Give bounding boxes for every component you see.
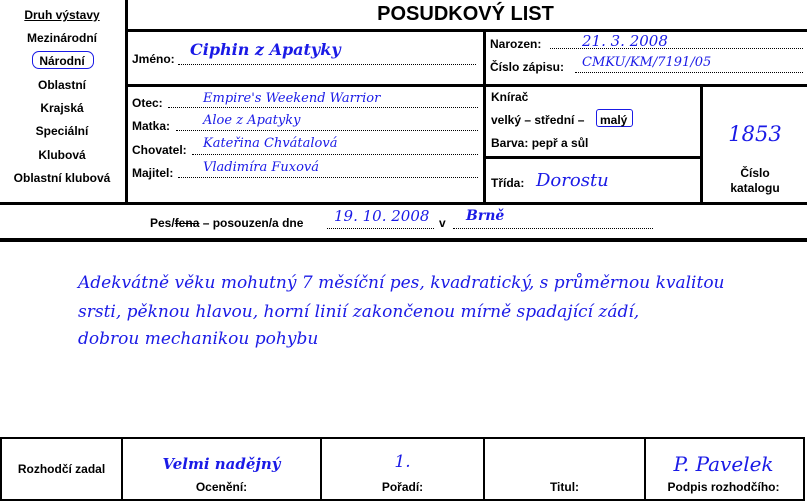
rank-label: Pořadí:: [381, 480, 424, 494]
show-type-county[interactable]: Krajská: [40, 101, 84, 115]
owner-label: Majitel:: [132, 166, 174, 180]
show-type-regional[interactable]: Oblastní: [37, 78, 86, 92]
class-value: Dorostu: [536, 170, 609, 191]
upper-section-bottom-line: [0, 202, 807, 205]
breeder-name: Kateřina Chvátalová: [203, 136, 338, 151]
judged-date: 19. 10. 2008: [334, 207, 430, 225]
catalog-number: 1853: [728, 122, 782, 146]
place-label: v: [439, 216, 446, 230]
judge-signature: P. Pavelek: [673, 452, 774, 476]
date-dotline: [327, 228, 434, 229]
rating-value: Velmi nadějný: [162, 455, 281, 473]
title-bottom-line: [125, 29, 807, 32]
size-selected: malý: [600, 113, 628, 127]
sex-fena: fena: [174, 216, 200, 230]
judgement-line-1: Adekvátně věku mohutný 7 měsíční pes, kvadratický, s průměrnou kvalitou: [78, 273, 725, 293]
reg-number: CMKU/KM/7191/05: [582, 55, 712, 70]
breeder-dotline: [192, 154, 478, 155]
judged-place: Brně: [466, 208, 505, 224]
judged-text: – posouzen/a dne: [202, 216, 304, 230]
mother-name: Aloe z Apatyky: [203, 113, 301, 128]
show-type-international[interactable]: Mezinárodní: [26, 31, 97, 45]
class-label: Třída:: [491, 176, 525, 190]
show-type-national[interactable]: Národní: [39, 54, 85, 68]
father-name: Empire's Weekend Warrior: [203, 91, 381, 106]
breeder-label: Chovatel:: [132, 143, 187, 157]
rank-value: 1.: [394, 452, 411, 472]
color-label: Barva: pepř a sůl: [491, 136, 589, 150]
father-dotline: [168, 107, 478, 108]
owner-dotline: [178, 177, 478, 178]
mother-label: Matka:: [132, 119, 171, 133]
judged-bottom-line: [0, 238, 807, 242]
size-options: velký – střední –: [491, 113, 585, 127]
judge-label: Rozhodčí zadal: [17, 462, 106, 476]
signature-label: Podpis rozhodčího:: [667, 480, 780, 494]
reg-dotline: [575, 72, 803, 73]
place-dotline: [453, 228, 653, 229]
judgement-line-3: dobrou mechanikou pohybu: [78, 329, 319, 349]
name-bottom-line: [125, 84, 807, 87]
title-label: Titul:: [549, 480, 580, 494]
show-type-club[interactable]: Klubová: [38, 148, 86, 162]
rating-label: Ocenění:: [195, 480, 248, 494]
breed-label: Knírač: [491, 90, 529, 104]
middle-divider: [483, 29, 486, 205]
name-dotline: [178, 64, 476, 65]
show-type-special[interactable]: Speciální: [35, 124, 89, 138]
father-label: Otec:: [132, 96, 163, 110]
dog-name: Ciphin z Apatyky: [190, 40, 341, 59]
owner-name: Vladimíra Fuxová: [203, 160, 320, 175]
name-label: Jméno:: [132, 52, 175, 66]
reg-label: Číslo zápisu:: [490, 60, 565, 74]
mother-dotline: [176, 130, 478, 131]
born-label: Narozen:: [490, 37, 542, 51]
class-top-line: [483, 156, 703, 159]
catalog-label-1: Číslo: [740, 166, 770, 180]
page-title: POSUDKOVÝ LIST: [377, 3, 554, 25]
born-date: 21. 3. 2008: [582, 32, 668, 50]
sex-pes: Pes/: [150, 216, 175, 230]
show-type-heading: Druh výstavy: [24, 8, 100, 22]
show-type-regional-club[interactable]: Oblastní klubová: [13, 171, 111, 185]
judged-row: [150, 216, 303, 230]
judgement-line-2: srsti, pěknou hlavou, horní linií zakončenou mírně spadající zádí,: [78, 302, 640, 322]
catalog-label-2: katalogu: [730, 181, 780, 195]
